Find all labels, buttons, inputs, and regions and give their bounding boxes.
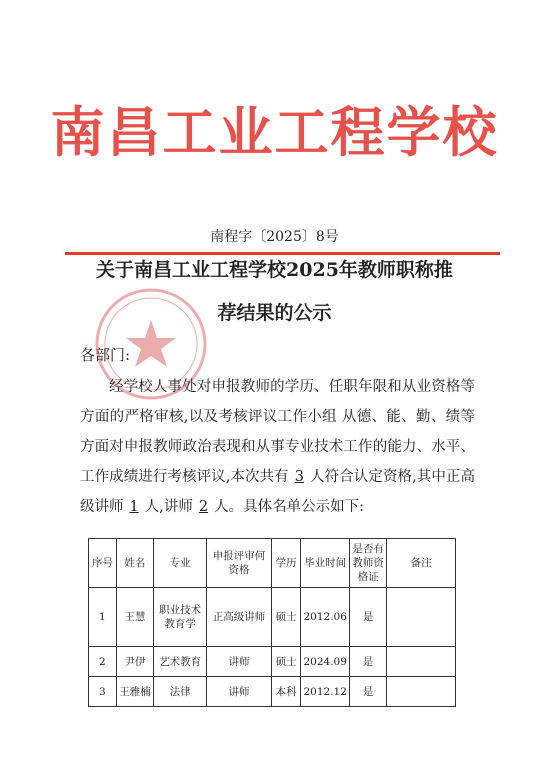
table-cell: 尹伊 bbox=[116, 647, 153, 677]
table-header-row bbox=[89, 539, 456, 588]
red-divider-rule bbox=[65, 252, 500, 255]
header-cell: 备注 bbox=[387, 539, 456, 588]
total-count: 3 bbox=[294, 469, 304, 485]
notice-title-line-2: 荐结果的公示 bbox=[217, 302, 332, 324]
header-cell: 学历 bbox=[271, 539, 301, 588]
table-cell: 正高级讲师 bbox=[207, 588, 272, 647]
table-cell: 讲师 bbox=[207, 677, 272, 707]
header-cell: 申报评审何资格 bbox=[207, 539, 272, 588]
candidate-table bbox=[88, 538, 456, 707]
body-intro: 经学校人事处对申报教师的学历、任职年限和从业资格等方面的严格审核,以及考核评议工作小组 从德、能、勤、绩等方面对申报教师政治表现和从事专业技术工作的能力、水平、工作成绩进行考核评议,本次共有 bbox=[80, 379, 475, 485]
table-cell bbox=[387, 588, 456, 647]
table-cell: 硕士 bbox=[271, 647, 301, 677]
table-cell: 2012.06 bbox=[301, 588, 349, 647]
body-mid-2: 人,讲师 bbox=[144, 499, 193, 515]
table-cell: 2012.12 bbox=[301, 677, 349, 707]
body-tail: 人。具体名单公示如下: bbox=[214, 499, 364, 515]
table-cell: 法律 bbox=[154, 677, 207, 707]
header-cell: 是否有教师资格证 bbox=[349, 539, 386, 588]
salutation: 各部门: bbox=[80, 346, 131, 364]
table-cell: 艺术教育 bbox=[154, 647, 207, 677]
table-cell: 王慧 bbox=[116, 588, 153, 647]
notice-title-line-1: 关于南昌工业工程学校2025年教师职称推 bbox=[96, 259, 453, 281]
header-cell: 专业 bbox=[154, 539, 207, 588]
notice-body bbox=[80, 372, 475, 522]
header-cell: 序号 bbox=[89, 539, 117, 588]
header-cell: 毕业时间 bbox=[301, 539, 349, 588]
table-cell: 3 bbox=[89, 677, 117, 707]
table-cell: 是 bbox=[349, 588, 386, 647]
table-row bbox=[89, 677, 456, 707]
lecturer-count: 2 bbox=[198, 499, 209, 515]
table-cell: 2 bbox=[89, 647, 117, 677]
table-row bbox=[89, 588, 456, 647]
table-cell bbox=[387, 677, 456, 707]
table-cell: 硕士 bbox=[271, 588, 301, 647]
senior-lecturer-count: 1 bbox=[129, 499, 139, 515]
table-cell: 1 bbox=[89, 588, 117, 647]
table-cell: 本科 bbox=[271, 677, 301, 707]
table-cell: 是 bbox=[349, 647, 386, 677]
table-cell bbox=[387, 647, 456, 677]
table-cell: 讲师 bbox=[207, 647, 272, 677]
header-cell: 姓名 bbox=[116, 539, 153, 588]
school-name: 南昌工业工程学校 bbox=[50, 100, 499, 164]
table-cell: 2024.09 bbox=[301, 647, 349, 677]
body-mid-1: 人符合认定资格,其中正高级讲师 bbox=[80, 469, 476, 515]
table-cell: 职业技术教育学 bbox=[154, 588, 207, 647]
table-row bbox=[89, 647, 456, 677]
document-number: 南程字〔2025〕8号 bbox=[210, 229, 339, 245]
table-cell: 王雅楠 bbox=[116, 677, 153, 707]
table-cell: 是 bbox=[349, 677, 386, 707]
